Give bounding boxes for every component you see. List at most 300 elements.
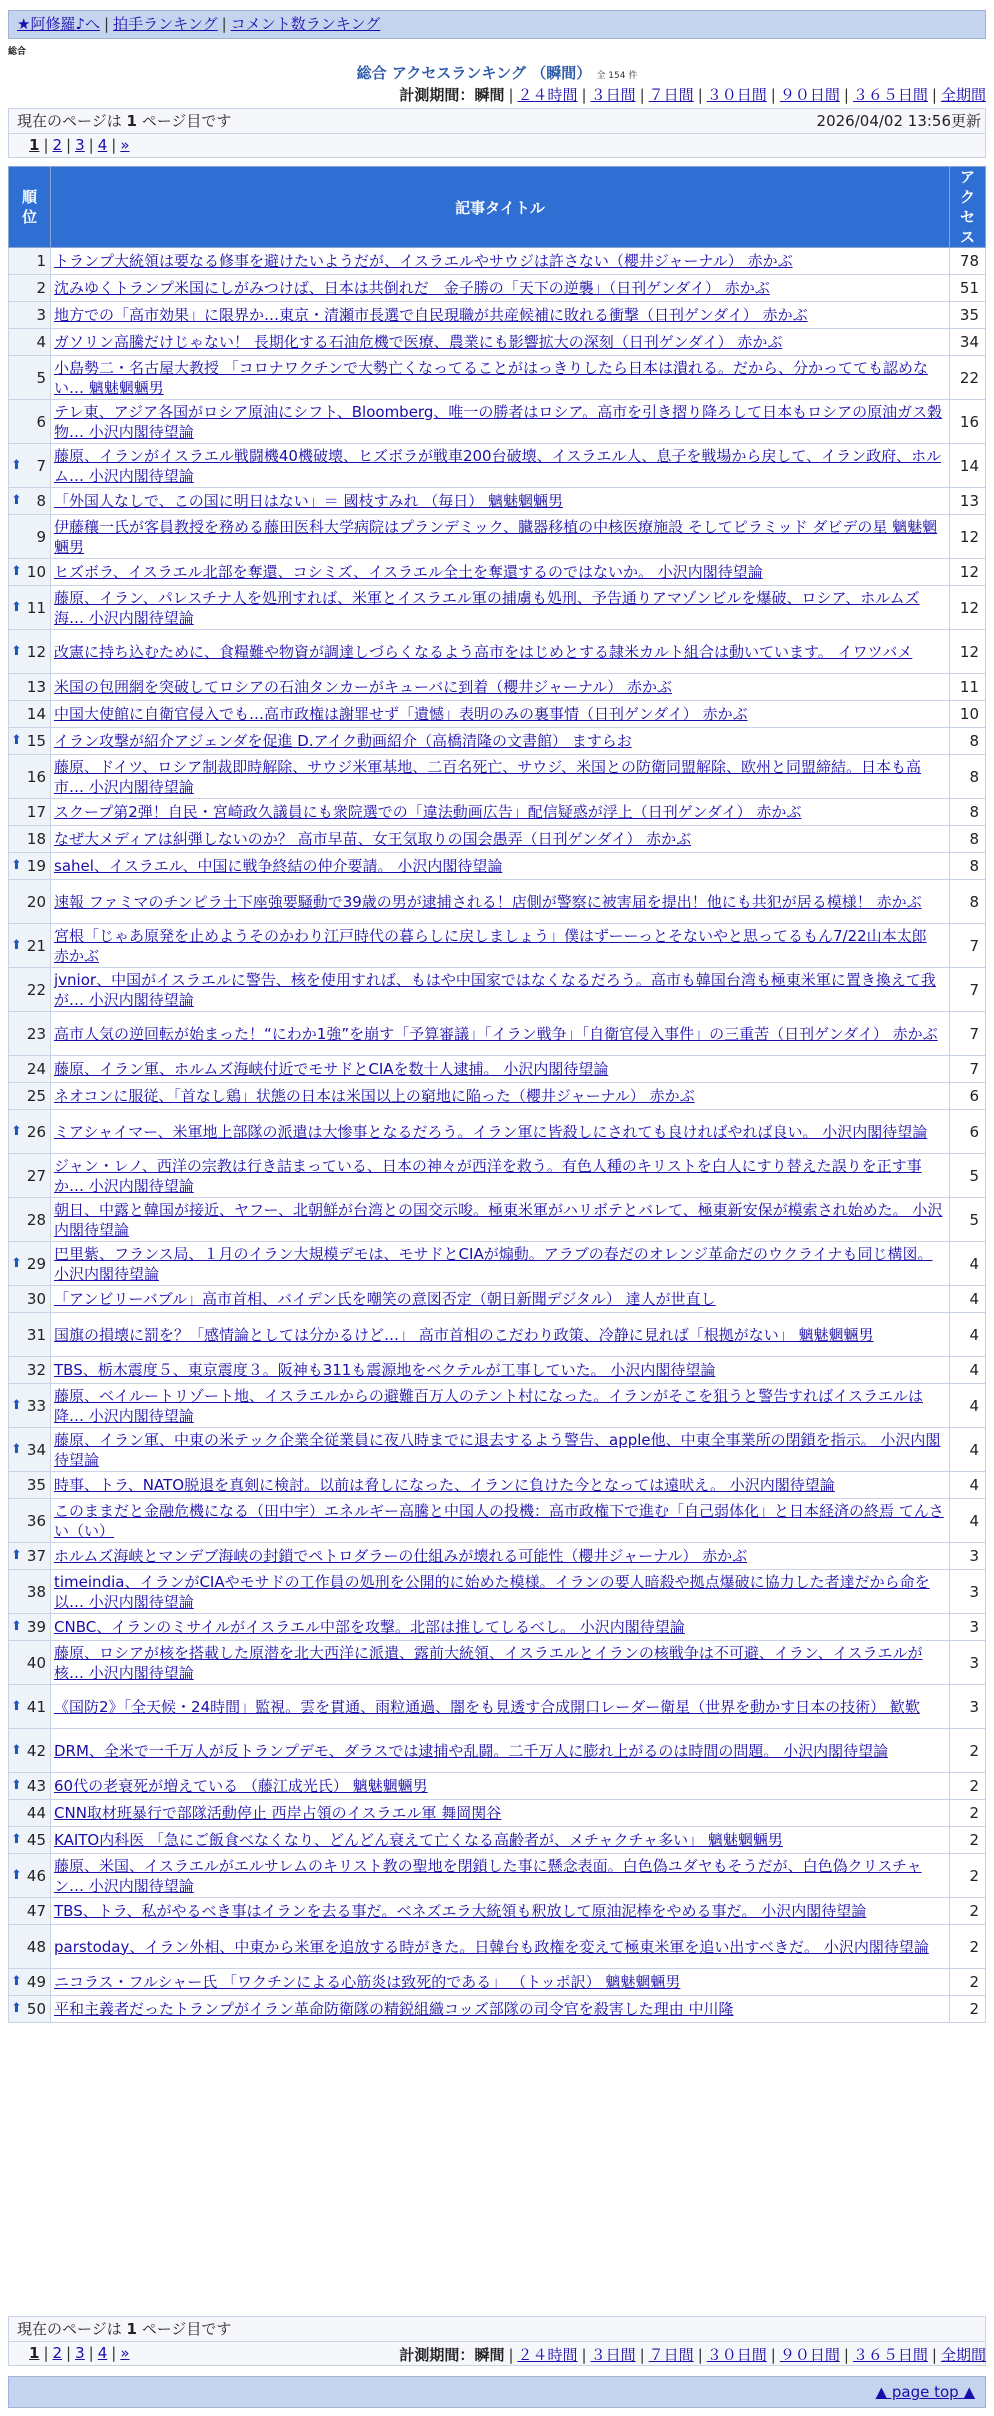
table-row	[9, 853, 986, 880]
article-link[interactable]: 「外国人なしで、この国に明日はない」＝ 國枝すみれ （毎日） 魑魅魍魎男	[54, 492, 564, 510]
rank-number: 1	[36, 252, 46, 270]
rank-cell	[9, 674, 51, 701]
rank-cell	[9, 968, 51, 1012]
article-link[interactable]: ネオコンに服従、「首なし鶏」状態の日本は米国以上の窮地に陥った（櫻井ジャーナル） 赤かぶ	[54, 1087, 695, 1105]
title-cell	[51, 1056, 950, 1083]
table-row	[9, 1543, 986, 1570]
rank-cell	[9, 586, 51, 630]
article-link[interactable]: 小島勢二・名古屋大教授 「コロナワクチンで大勢亡くなってることがはっきりしたら日本は潰れる。だから、分かってても認めない… 魑魅魍魎男	[54, 358, 929, 397]
table-row	[9, 799, 986, 826]
rank-number: 38	[26, 1582, 46, 1601]
title-cell	[51, 1827, 950, 1854]
access-count: 2	[950, 1800, 986, 1827]
title-cell	[51, 1685, 950, 1729]
period-separator: |	[931, 2346, 937, 2364]
access-count: 2	[950, 1729, 986, 1773]
article-link[interactable]: なぜ大メディアは糾弾しないのか？ 高市早苗、女王気取りの国会愚弄（日刊ゲンダイ） 赤かぶ	[54, 830, 692, 848]
period-separator: |	[581, 2346, 587, 2364]
rank-cell	[9, 1685, 51, 1729]
access-count: 4	[950, 1357, 986, 1384]
rank-number: 5	[36, 368, 46, 387]
access-count: 51	[950, 275, 986, 302]
comment-ranking-link[interactable]: コメント数ランキング	[230, 15, 381, 33]
period-current: 瞬間	[474, 2346, 505, 2364]
article-link[interactable]: 伊藤穰一氏が客員教授を務める藤田医科大学病院はプランデミック、臓器移植の中核医療施設 そしてピラミッド ダビデの星 魑魅魍魎男	[54, 517, 938, 556]
rank-number: 30	[26, 1290, 46, 1308]
rank-cell	[9, 924, 51, 968]
title-cell	[51, 701, 950, 728]
article-link[interactable]: 宮根「じゃあ原発を止めようそのかわり江戸時代の暮らしに戻しましょう」僕はずーーっとそないやと思ってるもん7/22山本太郎 赤かぶ	[54, 926, 927, 965]
title-cell	[51, 880, 950, 924]
table-row	[9, 728, 986, 755]
rank-number: 22	[26, 980, 46, 999]
access-count: 4	[950, 1242, 986, 1286]
arrow-up-icon: ⬆	[11, 1742, 22, 1758]
article-link[interactable]: トランプ大統領は要なる修事を避けたいようだが、イスラエルやサウジは許さない（櫻井ジャーナル） 赤かぶ	[54, 252, 793, 270]
page-title	[0, 62, 994, 83]
rank-number: 40	[26, 1653, 46, 1672]
rank-number: 50	[26, 2000, 46, 2018]
article-link[interactable]: 藤原、イラン軍、ホルムズ海峡付近でモサドとCIAを数十人逮捕。 小沢内閣待望論	[54, 1060, 609, 1078]
arrow-up-icon: ⬆	[11, 2001, 22, 2016]
access-count: 8	[950, 728, 986, 755]
count-header: アクセス	[950, 167, 986, 248]
rank-cell	[9, 1286, 51, 1313]
rank-cell	[9, 1198, 51, 1242]
access-count: 8	[950, 799, 986, 826]
article-link[interactable]: ジャン・レノ、西洋の宗教は行き詰まっている、日本の神々が西洋を救う。有色人種のキリストを白人にすり替えた誤りを正す事か… 小沢内閣待望論	[54, 1156, 922, 1195]
period-link[interactable]: ９０日間	[779, 86, 840, 104]
title-cell	[51, 1898, 950, 1925]
rank-number: 29	[26, 1254, 46, 1273]
period-separator: |	[639, 86, 645, 104]
table-row	[9, 701, 986, 728]
article-link[interactable]: 藤原、ベイルートリゾート地、イスラエルからの避難百万人のテント村になった。イランがそこを狙うと警告すればイスラエルは降… 小沢内閣待望論	[54, 1386, 923, 1425]
title-cell	[51, 329, 950, 356]
article-link[interactable]: 速報 ファミマのチンピラ土下座強要騒動で39歳の男が逮捕される！店側が警察に被害届を提出！他にも共犯が居る模様！ 赤かぶ	[54, 892, 922, 911]
article-link[interactable]: 地方での「高市効果」に限界か…東京・清瀬市長選で自民現職が共産候補に敗れる衝撃（日刊ゲンダイ） 赤かぶ	[54, 306, 808, 324]
period-separator: |	[843, 86, 849, 104]
rank-cell	[9, 329, 51, 356]
rank-cell	[9, 356, 51, 400]
page-link[interactable]: 3	[75, 136, 85, 154]
table-row	[9, 1198, 986, 1242]
rank-cell	[9, 1898, 51, 1925]
title-cell	[51, 1996, 950, 2023]
rank-cell	[9, 400, 51, 444]
table-row	[9, 444, 986, 488]
title-cell	[51, 1242, 950, 1286]
period-label: 計測期間：	[399, 2346, 475, 2364]
rank-number: 13	[26, 678, 46, 696]
rank-number: 19	[26, 857, 46, 875]
table-row	[9, 1827, 986, 1854]
access-count: 3	[950, 1641, 986, 1685]
period-link[interactable]: ３０日間	[706, 2346, 767, 2364]
rank-number: 4	[36, 333, 46, 351]
table-row	[9, 1472, 986, 1499]
period-separator: |	[843, 2346, 849, 2364]
access-count: 7	[950, 1056, 986, 1083]
title-cell	[51, 302, 950, 329]
top-nav-bar	[8, 10, 986, 39]
access-count: 8	[950, 826, 986, 853]
article-link[interactable]: ガソリン高騰だけじゃない！ 長期化する石油危機で医療、農業にも影響拡大の深刻（日刊ゲンダイ） 赤かぶ	[54, 333, 783, 351]
access-count: 2	[950, 1773, 986, 1800]
rank-number: 2	[36, 279, 46, 297]
page-title-text: 総合 アクセスランキング （瞬間）	[356, 64, 592, 82]
period-separator: |	[581, 86, 587, 104]
rank-number: 9	[36, 527, 46, 546]
title-cell	[51, 1641, 950, 1685]
access-count: 8	[950, 755, 986, 799]
period-current: 瞬間	[474, 86, 505, 104]
period-separator: |	[931, 86, 937, 104]
access-count: 4	[950, 1313, 986, 1357]
period-separator: |	[639, 2346, 645, 2364]
article-link[interactable]: TBS、トラ、私がやるべき事はイランを去る事だ。ベネズエラ大統領も釈放して原油泥棒をやめる事だ。 小沢内閣待望論	[54, 1902, 867, 1920]
home-link[interactable]: ★阿修羅♪へ	[17, 15, 101, 33]
article-link[interactable]: TBS、栃木震度５、東京震度３。阪神も311も震源地をベクテルが工事していた。 小沢内閣待望論	[54, 1361, 716, 1379]
rank-number: 14	[26, 705, 46, 723]
page-link[interactable]: 2	[52, 136, 63, 154]
access-count: 7	[950, 924, 986, 968]
article-link[interactable]: 時事、トラ、NATO脱退を真剣に検討。以前は脅しになった、イランに負けた今となっては遠吠え。 小沢内閣待望論	[54, 1476, 835, 1494]
article-link[interactable]: 高市人気の逆回転が始まった！“にわか1強”を崩す「予算審議」「イラン戦争」「自衛官侵入事件」の三重苦（日刊ゲンダイ） 赤かぶ	[54, 1024, 938, 1043]
article-link[interactable]: jvnior、中国がイスラエルに警告、核を使用すれば、もはや中国家ではなくなるだろう。高市も韓国台湾も極東米軍に置き換えて我が… 小沢内閣待望論	[54, 970, 936, 1009]
updated-timestamp: 2026/04/02 13:56更新	[816, 112, 981, 130]
rank-cell	[9, 1925, 51, 1969]
access-count: 3	[950, 1685, 986, 1729]
article-link[interactable]: 改憲に持ち込むために、食糧難や物資が調達しづらくなるよう高市をはじめとする隷米カルト組合は動いています。 イワツバメ	[54, 642, 913, 661]
title-cell	[51, 674, 950, 701]
title-cell	[51, 1428, 950, 1472]
table-row	[9, 630, 986, 674]
title-cell	[51, 1357, 950, 1384]
arrow-up-icon: ⬆	[11, 1698, 22, 1714]
page-link[interactable]: 2	[52, 2344, 63, 2362]
rank-cell	[9, 1729, 51, 1773]
access-count: 16	[950, 400, 986, 444]
rank-cell	[9, 302, 51, 329]
article-link[interactable]: ヒズボラ、イスラエル北部を奪還、コシミズ、イスラエル全土を奪還するのではないか。 小沢内閣待望論	[54, 563, 763, 581]
article-link[interactable]: 藤原、米国、イスラエルがエルサレムのキリスト教の聖地を閉鎖した事に懸念表面。白色偽ユダヤもそうだが、白色偽クリスチャン… 小沢内閣待望論	[54, 1856, 922, 1895]
period-link[interactable]: ３０日間	[706, 86, 767, 104]
pagination-top	[8, 134, 986, 158]
access-count: 78	[950, 248, 986, 275]
rank-cell	[9, 515, 51, 559]
page-separator: |	[88, 136, 94, 154]
arrow-up-icon: ⬆	[11, 1619, 22, 1634]
rank-cell	[9, 1641, 51, 1685]
access-count: 3	[950, 1543, 986, 1570]
title-cell	[51, 1198, 950, 1242]
rank-cell	[9, 559, 51, 586]
article-link[interactable]: parstoday、イラン外相、中東から米軍を追放する時がきた。日韓台も政権を変えて極東米軍を追い出すべきだ。 小沢内閣待望論	[54, 1937, 929, 1956]
title-cell	[51, 924, 950, 968]
rank-number: 43	[26, 1777, 46, 1795]
page-separator: |	[43, 136, 49, 154]
table-row	[9, 1641, 986, 1685]
title-cell	[51, 1969, 950, 1996]
table-row	[9, 275, 986, 302]
article-link[interactable]: KAITO内科医 「急にご飯食べなくなり、どんどん衰えて亡くなる高齢者が、メチャクチャ多い」 魑魅魍魎男	[54, 1831, 783, 1849]
rank-number: 21	[26, 936, 46, 955]
article-link[interactable]: DRM、全米で一千万人が反トランプデモ、ダラスでは逮捕や乱闘。二千万人に膨れ上がるのは時間の問題。 小沢内閣待望論	[54, 1741, 889, 1760]
access-count: 7	[950, 1012, 986, 1056]
page-top-link[interactable]: ▲ page top ▲	[875, 2383, 975, 2401]
rank-cell	[9, 1056, 51, 1083]
article-link[interactable]: 藤原、ロシアが核を搭載した原潜を北大西洋に派遣、露前大統領、イスラエルとイランの核戦争は不可避、イラン、イスラエルが核… 小沢内閣待望論	[54, 1643, 923, 1682]
page-next-link[interactable]: »	[120, 2344, 130, 2362]
table-row	[9, 1996, 986, 2023]
article-link[interactable]: CNN取材班暴行で部隊活動停止 西岸占領のイスラエル軍 舞岡関谷	[54, 1804, 502, 1822]
rank-cell	[9, 1614, 51, 1641]
table-row	[9, 1685, 986, 1729]
table-row	[9, 1242, 986, 1286]
table-row	[9, 1056, 986, 1083]
article-link[interactable]: 米国の包囲網を突破してロシアの石油タンカーがキューバに到着（櫻井ジャーナル） 赤かぶ	[54, 678, 672, 696]
period-separator: |	[508, 86, 514, 104]
article-link[interactable]: このままだと金融危機になる（田中宇）エネルギー高騰と中国人の投機：高市政権下で進む「自己弱体化」と日本経済の終焉 てんさい（い）	[54, 1501, 944, 1540]
period-link[interactable]: ７日間	[648, 2346, 694, 2364]
article-link[interactable]: ホルムズ海峡とマンデブ海峡の封鎖でペトロダラーの仕組みが壊れる可能性（櫻井ジャーナル） 赤かぶ	[54, 1547, 748, 1565]
title-cell	[51, 826, 950, 853]
table-row	[9, 1154, 986, 1198]
rank-cell	[9, 880, 51, 924]
period-link[interactable]: ２４時間	[517, 2346, 578, 2364]
page-separator: |	[43, 2344, 49, 2362]
rank-cell	[9, 1854, 51, 1898]
table-row	[9, 674, 986, 701]
rank-number: 47	[26, 1902, 46, 1920]
table-row	[9, 1969, 986, 1996]
title-cell	[51, 1729, 950, 1773]
title-cell	[51, 755, 950, 799]
article-link[interactable]: 藤原、ドイツ、ロシア制裁即時解除、サウジ米軍基地、二百名死亡、サウジ、米国との防衛同盟解除、欧州と同盟締結。日本も高市… 小沢内閣待望論	[54, 757, 922, 796]
period-link[interactable]: ３日間	[590, 2346, 636, 2364]
article-link[interactable]: 朝日、中露と韓国が接近、ヤフー、北朝鮮が台湾との国交示唆。極東米軍がハリボテとバレて、極東新安保が模索され始めた。 小沢内閣待望論	[54, 1200, 943, 1239]
period-label: 計測期間：	[399, 86, 475, 104]
article-link[interactable]: 沈みゆくトランプ米国にしがみつけば、日本は共倒れだ 金子勝の「天下の逆襲」（日刊ゲンダイ） 赤かぶ	[54, 279, 770, 297]
table-row	[9, 1012, 986, 1056]
title-cell	[51, 275, 950, 302]
rank-number: 3	[36, 306, 46, 324]
article-link[interactable]: 藤原、イラン軍、中東の米テック企業全従業員に夜八時までに退去するよう警告、apple他、中東全事業所の閉鎖を指示。 小沢内閣待望論	[54, 1430, 941, 1469]
rank-number: 8	[36, 492, 46, 510]
article-link[interactable]: 国旗の損壊に罰を？「感情論としては分かるけど…」 高市首相のこだわり政策、冷静に見れば「根拠がない」 魑魅魍魎男	[54, 1325, 874, 1344]
rank-number: 26	[26, 1122, 46, 1141]
rank-number: 33	[26, 1396, 46, 1415]
title-cell	[51, 1773, 950, 1800]
article-link[interactable]: 藤原、イランがイスラエル戦闘機40機破壊、ヒズボラが戦車200台破壊、イスラエル人、息子を戦場から戻して、イラン政府、ホルム… 小沢内閣待望論	[54, 446, 942, 485]
rank-number: 16	[26, 767, 46, 786]
period-link[interactable]: 全期間	[940, 2346, 986, 2364]
rank-number: 45	[26, 1831, 46, 1849]
title-cell	[51, 1472, 950, 1499]
access-count: 12	[950, 559, 986, 586]
rank-number: 49	[26, 1973, 46, 1991]
page-link[interactable]: 4	[97, 136, 108, 154]
title-cell	[51, 515, 950, 559]
arrow-up-icon: ⬆	[11, 1397, 22, 1413]
access-count: 4	[950, 1472, 986, 1499]
access-count: 4	[950, 1286, 986, 1313]
article-link[interactable]: スクープ第2弾！自民・宮崎政久議員にも衆院選での「違法動画広告」配信疑惑が浮上（日刊ゲンダイ） 赤かぶ	[54, 803, 802, 821]
arrow-up-icon: ⬆	[11, 1255, 22, 1271]
arrow-up-icon: ⬆	[11, 564, 22, 579]
access-count: 4	[950, 1499, 986, 1543]
rank-number: 6	[36, 412, 46, 431]
table-row	[9, 1729, 986, 1773]
arrow-up-icon: ⬆	[11, 1867, 22, 1883]
rank-cell	[9, 1357, 51, 1384]
rank-cell	[9, 1472, 51, 1499]
table-row	[9, 1570, 986, 1614]
title-cell	[51, 853, 950, 880]
page-current: 1	[29, 2344, 40, 2362]
total-count: 全 154 件	[596, 71, 638, 81]
article-link[interactable]: イラン攻撃が紹介アジェンダを促進 D.アイク動画紹介（高橋清隆の文書館） ますらお	[54, 732, 632, 750]
rank-number: 42	[26, 1741, 46, 1760]
arrow-up-icon: ⬆	[11, 1778, 22, 1793]
period-link[interactable]: ９０日間	[779, 2346, 840, 2364]
article-link[interactable]: 「アンビリーバブル」高市首相、バイデン氏を嘲笑の意図否定（朝日新聞デジタル） 達人が世直し	[54, 1290, 716, 1308]
table-row	[9, 924, 986, 968]
arrow-up-icon: ⬆	[11, 599, 22, 615]
title-cell	[51, 1925, 950, 1969]
access-count: 2	[950, 1996, 986, 2023]
title-cell	[51, 1384, 950, 1428]
rank-number: 27	[26, 1166, 46, 1185]
title-cell	[51, 1499, 950, 1543]
clap-ranking-link[interactable]: 拍手ランキング	[113, 15, 218, 33]
title-header: 記事タイトル	[51, 167, 950, 248]
article-link[interactable]: 藤原、イラン、パレスチナ人を処刑すれば、米軍とイスラエル軍の捕虜も処刑、予告通りアマゾンビルを爆破、ロシア、ホルムズ海… 小沢内閣待望論	[54, 588, 920, 627]
rank-cell	[9, 1969, 51, 1996]
rank-number: 36	[26, 1511, 46, 1530]
rank-cell	[9, 728, 51, 755]
rank-cell	[9, 275, 51, 302]
access-count: 8	[950, 853, 986, 880]
article-link[interactable]: timeindia、イランがCIAやモサドの工作員の処刑を公開的に始めた模様。イランの要人暗殺や拠点爆破に協力した者達だから命を以… 小沢内閣待望論	[54, 1572, 930, 1611]
period-link[interactable]: ３日間	[590, 86, 636, 104]
rank-cell	[9, 1154, 51, 1198]
current-page-text: 現在のページは 1 ページ目です	[17, 112, 232, 130]
rank-cell	[9, 1499, 51, 1543]
rank-number: 12	[26, 642, 46, 661]
table-row	[9, 356, 986, 400]
category-label: 総合	[8, 47, 27, 57]
rank-number: 15	[26, 732, 46, 750]
rank-cell	[9, 1996, 51, 2023]
access-count: 35	[950, 302, 986, 329]
access-count: 2	[950, 1925, 986, 1969]
rank-cell	[9, 1428, 51, 1472]
rank-cell	[9, 1773, 51, 1800]
access-count: 3	[950, 1570, 986, 1614]
article-link[interactable]: sahel、イスラエル、中国に戦争終結の仲介要請。 小沢内閣待望論	[54, 857, 503, 875]
rank-number: 46	[26, 1866, 46, 1885]
access-count: 12	[950, 515, 986, 559]
article-link[interactable]: 中国大使館に自衛官侵入でも…高市政権は謝罪せず「遺憾」表明のみの裏事情（日刊ゲンダイ） 赤かぶ	[54, 705, 748, 723]
access-count: 6	[950, 1110, 986, 1154]
arrow-up-icon: ⬆	[11, 1441, 22, 1457]
page-next-link[interactable]: »	[120, 136, 130, 154]
arrow-up-icon: ⬆	[11, 1832, 22, 1847]
article-link[interactable]: 平和主義者だったトランプがイラン革命防衛隊の精鋭組織コッズ部隊の司令官を殺害した理由 中川隆	[54, 2000, 734, 2018]
rank-cell	[9, 1083, 51, 1110]
ranking-table	[8, 166, 986, 2023]
period-link[interactable]: ３６５日間	[852, 86, 928, 104]
period-link[interactable]: ７日間	[648, 86, 694, 104]
page-separator: |	[111, 136, 117, 154]
article-link[interactable]: 巴里紫、フランス局、１月のイラン大規模デモは、モサドとCIAが煽動。アラブの春だのオレンジ革命だのウクライナも同じ構図。 小沢内閣待望論	[54, 1244, 933, 1283]
rank-number: 17	[26, 803, 46, 821]
rank-number: 35	[26, 1476, 46, 1494]
title-cell	[51, 1083, 950, 1110]
nav-separator: |	[221, 15, 227, 33]
title-cell	[51, 1012, 950, 1056]
title-cell	[51, 1313, 950, 1357]
table-row	[9, 515, 986, 559]
article-link[interactable]: テレ東、アジア各国がロシア原油にシフト、Bloomberg、唯一の勝者はロシア。高市を引き摺り降ろして日本もロシアの原油ガス穀物… 小沢内閣待望論	[54, 402, 943, 441]
title-cell	[51, 586, 950, 630]
access-count: 14	[950, 444, 986, 488]
table-row	[9, 559, 986, 586]
nav-separator: |	[104, 15, 110, 33]
table-row	[9, 248, 986, 275]
access-count: 10	[950, 701, 986, 728]
article-link[interactable]: ニコラス・フルシャー氏 「ワクチンによる心筋炎は致死的である」 （トッポ訳） 魑魅魍魎男	[54, 1973, 681, 1991]
table-row	[9, 1110, 986, 1154]
access-count: 6	[950, 1083, 986, 1110]
title-cell	[51, 488, 950, 515]
rank-cell	[9, 701, 51, 728]
arrow-up-icon: ⬆	[11, 643, 22, 659]
rank-number: 44	[26, 1804, 46, 1822]
article-link[interactable]: CNBC、イランのミサイルがイスラエル中部を攻撃。北部は推してしるべし。 小沢内閣待望論	[54, 1618, 685, 1636]
table-row	[9, 968, 986, 1012]
table-row	[9, 1800, 986, 1827]
page-link[interactable]: 3	[75, 2344, 85, 2362]
article-link[interactable]: ミアシャイマー、米軍地上部隊の派遣は大惨事となるだろう。イラン軍に皆殺しにされても良ければやれば良い。 小沢内閣待望論	[54, 1122, 928, 1141]
current-page-info-bottom	[8, 2316, 986, 2342]
table-row	[9, 755, 986, 799]
access-count: 2	[950, 1827, 986, 1854]
rank-cell	[9, 1800, 51, 1827]
access-count: 2	[950, 1898, 986, 1925]
period-link[interactable]: ２４時間	[517, 86, 578, 104]
rank-number: 39	[26, 1618, 46, 1636]
title-cell	[51, 1110, 950, 1154]
article-link[interactable]: 60代の老衰死が増えている （藤江成光氏） 魑魅魍魎男	[54, 1777, 428, 1795]
rank-number: 23	[26, 1024, 46, 1043]
article-link[interactable]: 《国防2》「全天候・24時間」監視。雲を貫通、雨粒通過、闇をも見透す合成開口レーダー衛星（世界を動かす日本の技術） 歓歎	[54, 1697, 920, 1716]
period-separator: |	[770, 86, 776, 104]
access-count: 7	[950, 968, 986, 1012]
title-cell	[51, 559, 950, 586]
title-cell	[51, 1614, 950, 1641]
table-row	[9, 1499, 986, 1543]
page-link[interactable]: 4	[97, 2344, 108, 2362]
page-separator: |	[111, 2344, 117, 2362]
rank-cell	[9, 1570, 51, 1614]
period-link[interactable]: 全期間	[940, 86, 986, 104]
rank-number: 41	[26, 1697, 46, 1716]
period-link[interactable]: ３６５日間	[852, 2346, 928, 2364]
rank-cell	[9, 853, 51, 880]
